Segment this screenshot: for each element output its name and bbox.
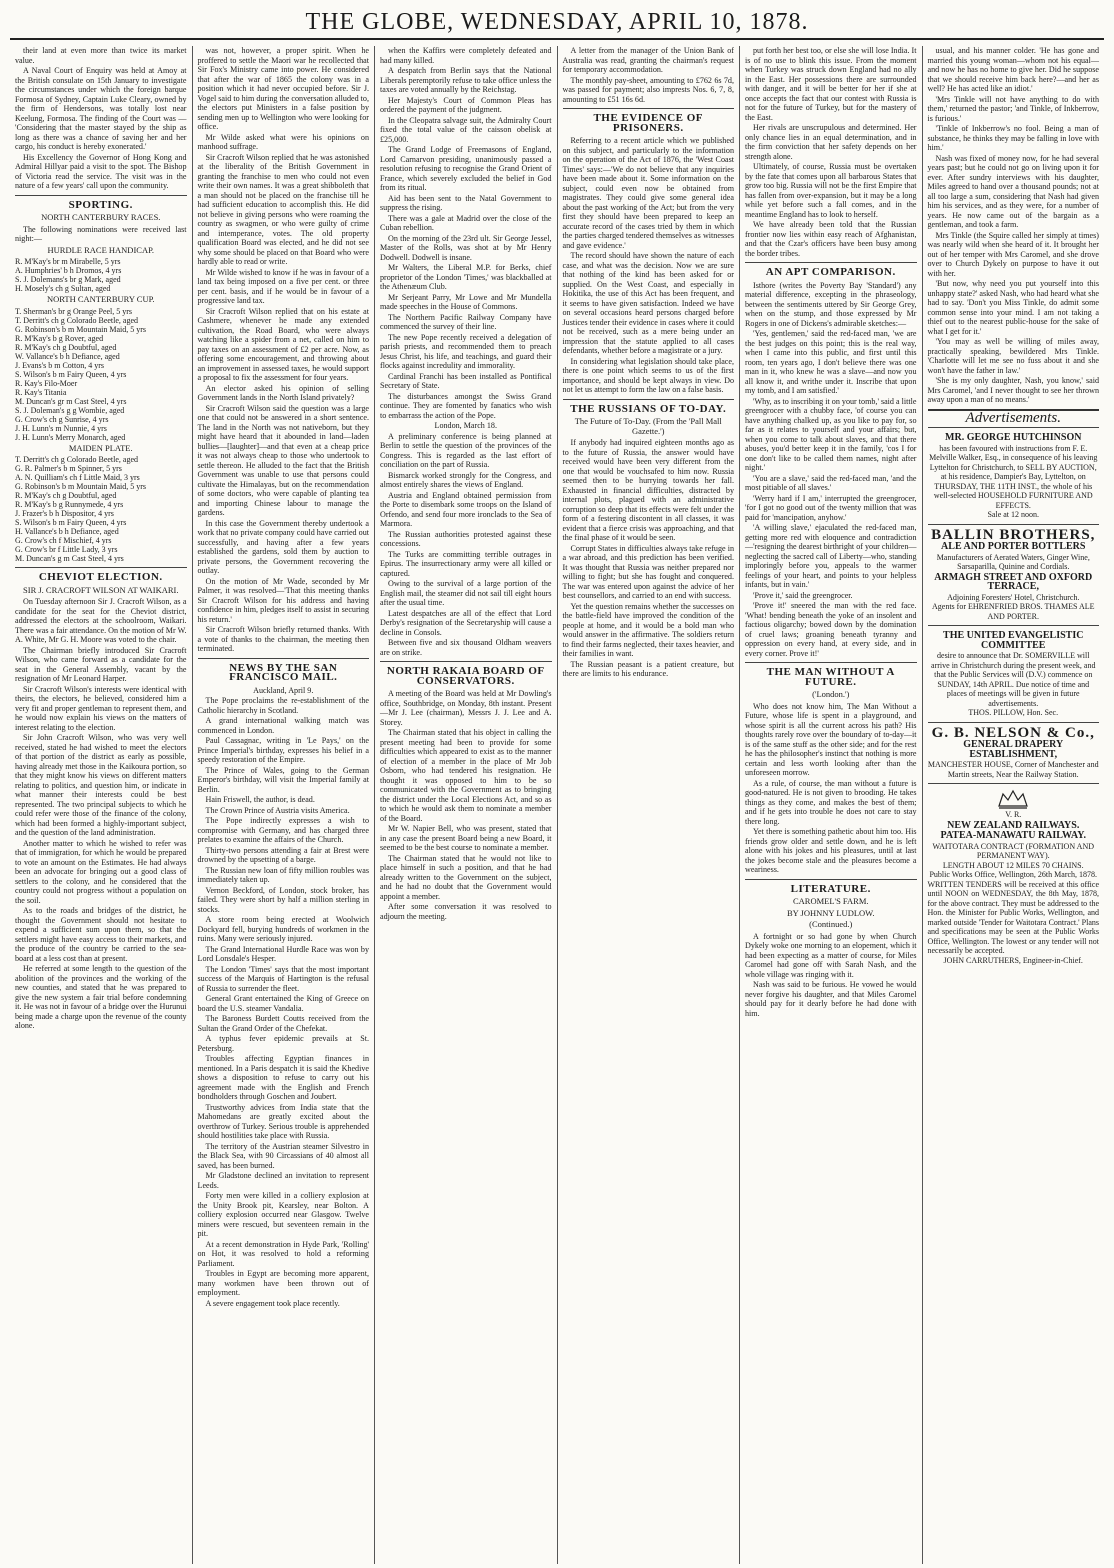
news-item: The Turks are committing terrible outrages in Epirus. The insurrectionary army were all killed or captured. [380,549,552,578]
article-paragraph: After some conversation it was resolved to adjourn the meeting. [380,902,552,921]
article-paragraph: Sir Cracroft Wilson replied that he was astonished at the liberality of the British Government in granting the franchise to men who could not even write their own names. It was a great shibboleth that a man should not be placed on the franchise till he had sufficient education to accomplish this. He did not believe in giving persons who were roaming the country as swagmen, or who were guilty of crime and intemperance, votes. The old property qualification Board was elected, and he did not see why some should be placed on that Board who were hardly able to read or write. [197,152,369,266]
article-paragraph: As to the roads and bridges of the district, he thought the Government should not hesitate to expend a sufficient sum upon them, so that the settlers might have easy access to their markets, and the produce of the country be carried to the sea-board at a less cost than at present. [15,906,187,963]
news-item: Mr Gladstone declined an invitation to represent Leeds. [197,1171,369,1190]
news-item: A preliminary conference is being planned at Berlin to settle the question of the provinces of the Congress. This is regarded as the last effort of conciliation on the part of Russia. [380,431,552,469]
list-item: M. Duncan's gr m Cast Steel, 4 yrs [15,396,127,406]
news-item: Trustworthy advices from India state that the Mahomedans are greatly excited about the overthrow of Turkey. Serious trouble is apprehended should hostilities take place with Russia. [197,1102,369,1140]
ad-nelson [928,722,1100,784]
news-item: A typhus fever epidemic prevails at St. Petersburg. [197,1034,369,1053]
article-paragraph: A letter from the manager of the Union Bank of Australia was read, granting the chairman's request for temporary accommodation. [562,46,734,74]
ad-contract: WAITOTARA CONTRACT (FORMATION AND PERMANENT WAY). [932,841,1094,860]
article-paragraph: He referred at some length to the question of the abolition of the provinces and the working of the new counties, and stated that he was prepared to give the new system a fair trial before condemning it. He was not in favour of a bridge over the Hurunui being made a charge upon the revenue of the county alone. [15,964,187,1030]
news-item: The Russian new loan of fifty million roubles was immediately taken up. [197,865,369,884]
ad-ballin-brothers [928,524,1100,626]
article-paragraph: 'Why, as to inscribing it on your tomb,' said a little greengrocer with a chubby face, 'of course you can have anything chalked up, as you like to pay for, so far as it relates to yourself and your affairs; but, when you come to talk about slaves, and that there abuses, you'd better keep it in the family, 'cos I for one don't like to be called them names, night after night.' [745,396,917,472]
divider [380,661,552,662]
column-5 [740,46,923,1564]
news-item: Hain Friswell, the author, is dead. [205,795,315,804]
divider [745,262,917,263]
article-paragraph: put forth her best too, or else she will lose India. It is of no use to blink this issue. From the moment when Turkey was struck down England had no ally in the East. Her possessions there are surrounded with danger, and it will be better for her if she at once accepts the fact that our contest with Russia is not for the future of Turkey, but for the mastery of the East. [745,46,917,122]
article-paragraph: Yet the question remains whether the successes on the battle-field have improved the condition of the people at home, and it would be a bold man who would answer in the affirmative. The soldiers return to find their farms neglected, their taxes heavier, and their families in want. [562,601,734,658]
news-item: Bismarck worked strongly for the Congress, and almost entirely shares the views of England. [380,470,552,489]
ad-title: NEW ZEALAND RAILWAYS. [947,819,1080,831]
article-paragraph: Another matter to which he wished to refer was that of immigration, for which he would be prepared to vote an amount on the Estimates. He had always been an advocate for bringing out a good class of settlers to the colony, and he considered that the country could not progress without a population on the soil. [15,838,187,905]
list-item: A. N. Quilliam's ch f Little Maid, 3 yrs [15,473,140,482]
list-item: R. M'Kay's ch g Doubtful, aged [15,342,117,352]
news-item: Forty men were killed in a colliery explosion at the Unity Brook pit, Kearsley, near Bolton. A colliery explosion occurred near Glasgow. Twelve miners were rescued, but seventeen remain in the pit. [197,1191,369,1238]
list-item: S. J. Dolemans's br g Mark, aged [15,275,121,284]
news-item: Troubles affecting Egyptian finances in mentioned. In a Paris despatch it is said the Khedive shows a disposition to refuse to carry out his agreement made with the English and French bondholders through Goschen and Joubert. [197,1054,369,1101]
article-paragraph: 'Yes, gentlemen,' said the red-faced man, 'we are the best judges on this point; this is the real way, when I came into this public, and first until this room, ten years ago, I don't believe there was one man in it, who knew he was a slave—and now you all know it, and writhe under it. Inscribe that upon my tomb, and I am satisfied.' [745,329,917,395]
article-paragraph: A Naval Court of Enquiry was held at Amoy at the British consulate on 15th January to investigate the circumstances under which the foreign barque Formosa of Sydney, Captain Luke Cleary, owned by the firm of Hendersons, was totally lost near Keelung, Formosa. The finding of the Court was — 'Considering that the master stayed by the ship as long as there was a chance of saving her and her cargo, his conduct is hereby exonerated.' [15,66,187,151]
article-paragraph: Mrs Tinkle (the Squire called her simply at times) was nearly wild when she heard of it. It brought her out of her temper with Mrs Caromel, and she drove over to Church Dykely on purpose to have it out with her. [927,230,1099,278]
dateline: London, March 18. [434,421,497,430]
article-paragraph: The Chairman stated that his object in calling the present meeting had been to provide for some difficulties which appeared to exist as to the manner of election of a member in the place of Mr Job Osborn, who had tendered his resignation. He thought it was opposed to him to be so communicated with the Government as to bringing the district under the Local Elections Act, and so as to which he would ask them to nominate a member of the Board. [380,728,552,823]
news-item: Mr Walters, the Liberal M.P. for Berks, chief proprietor of the London 'Times,' was blackballed at the Athenæum Club. [380,263,552,291]
article-paragraph: 'Tinkle of Inkberrow's no fool. Being a man of substance, he thinks they may be falling in love with him.' [927,124,1099,152]
article-paragraph: Referring to a recent article which we published on this subject, and particularly to the information on the operation of the Act of 1876, the 'West Coast Times' says:—'We do not believe that any inquiries have been made about it. Some information on the subject, could even now be obtained from magistrates. They could give some general idea about the past working of the Act; but from the very first they should have been prepared to keep an accurate record of the cases tried by them in which the parties charged tendered themselves as witnesses and gave evidence.' [562,136,734,250]
article-paragraph: We have already been told that the Russian frontier now lies within easy reach of Afghanistan, and that the Czar's officers have been busy among the border tribes. [745,220,917,258]
article-paragraph: If anybody had inquired eighteen months ago as to the future of Russia, the answer would have received would have been very different from the one that would be vouchsafed to him now. Russia seemed then to be hurrying towards her fall. Exhausted in financial difficulties, distracted by internal plots, plagued with an administrative corruption so deep that its effects were felt under the form of a festering discontent in all classes, it was evident that a fierce crisis was approaching, and that the final phase of it would be seen. [562,438,734,542]
news-item: Between five and six thousand Oldham weavers are on strike. [380,638,552,657]
article-paragraph: The record should have shown the nature of each case, and what was the decision. Now we are sure that nothing of the kind has been asked for or supplied. On the West Coast, and especially in Hokitika, the use of this Act has been frequent, and it seems to have given satisfaction. Indeed we have on several occasions heard persons charged before Justices tender their evidence in cases where it could not be received, such as a mere being under an impression that the statute applied to all cases defendants, whether before a magistrate or a jury. [562,251,734,355]
news-item: The Crown Prince of Austria visits America. [205,805,350,815]
divider [745,662,917,663]
article-paragraph: The monthly pay-sheet, amounting to £762 6s 7d, was passed for payment; also imprests Nos. 6, 7, 8, amounting to £51 16s 6d. [562,75,734,104]
story-author: BY JOHNNY LUDLOW. [786,907,875,918]
divider [563,399,735,400]
article-paragraph: Sir Cracroft Wilson said the question was a large one that could not be answered in a short sentence. The land in the North was not nativeborn, but they might have heard that it abounded in land—laden bullies—[laughter]—and that even at a cheap price it was not always cheap to those who undertook to settle thereon. He alluded to the fact that the British Government was unable to use that persons could cultivate the Himalayas, but on the recommendation of some doctors, who were capable of planting tea and importing Chinese labour to manage the gardens. [197,403,369,517]
ad-subtitle: GENERAL DRAPERY ESTABLISHMENT, [963,739,1064,760]
section-heading-rakaia: NORTH RAKAIA BOARD OF CONSERVATORS. [386,665,545,687]
ad-body: MANCHESTER HOUSE, Corner of Manchester and Martin streets, Near the Railway Station. [927,760,1099,779]
story-note: (Continued.) [809,919,853,929]
subheading-story-title: CAROMEL'S FARM. [792,896,869,906]
article-paragraph: In considering what legislation should take place, there is one point which seems to us of the first importance, and should be kept always in view. Do not let us attempt to form the law on a false basis. [562,356,734,394]
ad-title: BALLIN BROTHERS, [931,526,1096,543]
list-item: J. H. Lunn's m Nunnie, 4 yrs [15,423,107,433]
article-paragraph: His Excellency the Governor of Hong Kong and Admiral Hillyar paid a visit to the spot. The Bishop of Victoria read the service. The visit was in the nature of a few years' call upon the community. [15,152,187,190]
ad-body: desire to announce that Dr. SOMERVILLE will arrive in Christchurch during the present week, and that the Public Services will (D.V.) commence on SUNDAY, 14th APRIL. Due notice of time and places of meetings will be given in future advertisements. [931,651,1096,708]
article-paragraph: 'She is my only daughter, Nash, you know,' said Mrs Caromel, 'and I never thought to see her thrown away upon a man of no means.' [927,376,1099,404]
list-item: S. Wilson's b m Fairy Queen, 4 yrs [15,518,127,527]
ad-subtitle: ALE AND PORTER BOTTLERS [941,541,1086,552]
article-paragraph: was not, however, a proper spirit. When he proffered to settle the Maori war he recollected that Sir Fox's Ministry came into power. He considered that after the war of 1865 the colony was in a position which it had never occupied before. Sir J. Vogel said to him during the conversation alluded to, the electors put Ministers in a false position by sending men up to Wellington who were looking for office. [197,46,369,131]
article-paragraph: their land at even more than twice its market value. [15,46,187,65]
column-4 [558,46,741,1564]
article-paragraph: On the motion of Mr Wade, seconded by Mr Palmer, it was resolved—'That this meeting thanks Sir Cracroft Wilson for his address and having confidence in him, pledges itself to assist in securing his return.' [197,576,369,624]
article-paragraph: Nash was fixed of money now, for he had several years past; but he could not go on living upon it for ever. After sundry interviews with his daughter, Miles agreed to hand over a thousand pounds; not at all too large a sum, considering that Nash had given him his services, and as they were, for a number of years. He now came out of the bargain as a gentleman, and took a farm. [927,153,1099,229]
ad-title: G. B. NELSON & Co., [931,724,1095,741]
article-paragraph: An elector asked his opinion of selling Government lands in the North Island privately? [197,383,369,402]
article-paragraph: 'Prove it!' sneered the man with the red face. 'What! bending beneath the yoke of an insolent and factious oligarchy; bowed down by the domination of cruel laws; groaning beneath tyranny and oppression on every hand, at every side, and in every corner. Prove it!' [745,601,917,658]
news-item: Her Majesty's Court of Common Pleas has ordered the payment of the judgment. [380,95,552,114]
list-item: G. Crow's br f Little Lady, 3 yrs [15,545,118,554]
news-item: The new Pope recently received a delegation of parish priests, and recommended them to preach Jesus Christ, his life, and teachings, and guard their flocks against incredulity and immorality. [380,332,552,370]
list-item: R. M'Kay's b g Runnymede, 4 yrs [15,500,124,509]
news-item: The Russian authorities protested against these concessions. [380,529,552,548]
news-item: Austria and England obtained permission from the Porte to disembark some troops on the Island of Orfendo, and send four more ironclads to the Sea of Marmora. [380,490,552,528]
article-paragraph: 'Werry hard if I am,' interrupted the greengrocer, 'for I got no good out of the twenty million that was paid for 'mancipation, anyhow.' [745,493,917,522]
list-item: T. Sherman's br g Orange Peel, 5 yrs [15,306,133,316]
news-item: In the Cleopatra salvage suit, the Admiralty Court fixed the total value of the caisson obelisk at £25,000. [380,115,552,144]
article-paragraph: 'You are a slave,' said the red-faced man, 'and the most pitiable of all slaves.' [745,473,917,492]
article-paragraph: Yet there is something pathetic about him too. His friends grow older and settle down, and he is left alone with his jokes and his pleasures, until at last the jokes become stale and the pleasures become a weariness. [745,827,917,874]
article-paragraph: The Russian peasant is a patient creature, but there are limits to his endurance. [562,659,734,678]
article-paragraph: Mr Wilde wished to know if he was in favour of a land tax being imposed on a five per cent. or three per cent. basis, and if he would be in favour of a progressive land tax. [197,267,369,305]
article-paragraph: Mr Wilde asked what were his opinions on manhood suffrage. [197,132,369,151]
ad-body: WRITTEN TENDERS will be received at this office until NOON on WEDNESDAY, the 8th May, 1878, for the above contract. They must be addressed to the Hon. the Minister for Public Works, Wellington, and marked outside 'Tender for Waitotara Contract.' Plans and specifications may be seen at the Public Works Office, Wellington. The lowest or any tender will not necessarily be accepted. [927,879,1099,955]
column-2 [193,46,376,1564]
masthead [10,8,1104,40]
ad-title: MR. GEORGE HUTCHINSON [945,432,1082,443]
list-item: J. Evans's b m Cotton, 4 yrs [15,360,104,370]
column-6 [923,46,1105,1564]
article-paragraph: The Chairman stated that he would not like to place himself in such a position, and that he had already written to the Government on the subject, and he had no doubt that the Government would appoint a member. [380,853,552,901]
ad-title: THE UNITED EVANGELISTIC COMMITTEE [943,630,1084,651]
news-item: Owing to the survival of a large portion of the English mail, the steamer did not sail till eight hours after the usual time. [380,579,552,607]
news-item: On the morning of the 23rd ult. Sir George Jessel, Master of the Rolls, was shot at by Mr Henry Dodwell. Dodwell is insane. [380,233,552,262]
races-intro: The following nominations were received last night:— [15,224,187,243]
section-heading-sporting: SPORTING. [68,198,133,211]
article-paragraph: A fortnight or so had gone by when Church Dykely woke one morning to an elopement, which it had been expecting as a matter of course, for Miles Caromel had gone off with Sarah Nash, and the whole village was ringing with it. [745,931,917,979]
news-item: The London 'Times' says that the most important success of the Marquis of Hartington is the refusal of Russia to surrender the fleet. [197,964,369,993]
news-item: Vernon Beckford, of London, stock broker, has failed. They were short by half a million sterling in stocks. [197,885,369,914]
section-heading-prisoners: THE EVIDENCE OF PRISONERS. [593,112,704,134]
list-item: G. Robinson's b m Mountain Maid, 5 yrs [15,482,146,491]
news-item: when the Kaffirs were completely defeated and had many killed. [380,46,552,65]
article-paragraph: 'Prove it,' said the greengrocer. [753,590,853,600]
subheading-maiden: MAIDEN PLATE. [68,442,133,453]
article-paragraph: 'Mrs Tinkle will not have anything to do with them,' returned the pastor; 'and Tinkle, of Inkberrow, is furious.' [927,94,1099,123]
section-heading-news: NEWS BY THE SAN FRANCISCO MAIL. [229,661,338,683]
list-item: S. Wilson's b m Fairy Queen, 4 yrs [15,369,127,379]
news-item: There was a gale at Madrid over the close of the Cuban rebellion. [380,213,552,232]
list-item: G. R. Palmer's b m Spinner, 5 yrs [15,464,122,473]
subheading-election: SIR J. CRACROFT WILSON AT WAIKARI. [23,584,179,595]
list-item: R. M'Kay's b g Rover, aged [15,333,104,343]
news-item: Aid has been sent to the Natal Government to suppress the rising. [380,193,552,212]
list-item: H. Vallance's b h Defiance, aged [15,527,119,536]
ad-signature: JOHN CARRUTHERS, Engineer-in-Chief. [943,955,1083,965]
article-paragraph: Sir Cracroft Wilson's interests were identical with theirs, the electors, he believed, considered him a very fit and proper gentleman to represent them, and he would now explain his views on the matters of interest relating to the election. [15,684,187,732]
ad-address: ARMAGH STREET AND OXFORD TERRACE, [934,571,1093,592]
list-item: H. Mosely's ch g Sultan, aged [15,284,111,293]
section-heading-russians: THE RUSSIANS OF TO-DAY. [570,402,727,415]
dateline: Auckland, April 9. [253,685,314,695]
article-paragraph: Sir Cracroft Wilson briefly returned thanks. With a vote of thanks to the chairman, the meeting then terminated. [197,625,369,653]
list-item: G. Crow's ch g Sunrise, 4 yrs [15,414,109,424]
news-item: At a recent demonstration in Hyde Park, 'Rolling' on Hot, it was resolved to hold a reforming Parliament. [197,1239,369,1268]
divider [198,658,370,659]
news-item: General Grant entertained the King of Greece on board the U.S. steamer Vandalia. [197,994,369,1013]
news-item: A store room being erected at Woolwich Dockyard fell, burying hundreds of workmen in the ruins. Many were seriously injured. [197,915,369,943]
subheading-man: ('London.') [812,689,850,699]
news-item: A despatch from Berlin says that the National Liberals peremptorily refuse to take office unless the taxes are voted annually by the Reichstag. [380,66,552,94]
article-paragraph: In this case the Government thereby undertook a work that no private company could have carried out successfully, and having after a few years established the gardens, sold them by auction to private persons, the Government recovering the outlay. [197,518,369,575]
news-item: The disturbances amongst the Swiss Grand continue. They are fomented by fanatics who wish to embarrass the action of the Pope. [380,391,552,420]
article-paragraph: On Tuesday afternoon Sir J. Cracroft Wilson, as a candidate for the seat for the Cheviot district, addressed the electors at the schoolroom, Waikari. There was a fair attendance. On the motion of Mr W. A. White, Mr G. H. Moore was voted to the chair. [15,597,187,644]
news-item: The territory of the Austrian steamer Silvestro in the Black Sea, with 90 Circassians of 40 almost all saved, has been burned. [197,1141,369,1170]
news-item: The Northern Pacific Railway Company have commenced the survey of their line. [380,312,552,331]
article-paragraph: Ultimately, of course, Russia must be overtaken by the fate that comes upon all barbarous States that grow too big. Russia will not be the first Empire that has fallen from over-expansion, but it may be a long while yet before such a fall comes, and in the meantime England has to look to herself. [745,162,917,219]
column-3 [375,46,558,1564]
article-paragraph: As a rule, of course, the man without a future is good-natured. He is not given to brooding. He takes things as they come, and makes the best of them; and if he gets into trouble he does not care to stay there long. [745,778,917,826]
ad-footer: Sale at 12 noon. [987,510,1040,519]
list-item: M. Duncan's g m Cast Steel, 4 yrs [15,554,124,563]
section-heading-election: CHEVIOT ELECTION. [38,571,163,583]
article-paragraph: Sir Cracroft Wilson replied that on his estate at Cashmere, whenever he made any extended cultivation, the Road Board, who were always watching like a spider from a net, called on him to pay taxes on an assessment of £2 per acre. Now, as offering some encouragement, and throwing about an improvement in assessed taxes, he would support a proposal to fix the assessment for four years. [197,306,369,382]
section-heading-apt: AN APT COMPARISON. [765,266,896,278]
divider [745,879,917,880]
ad-body: has been favoured with instructions from F. E. Melville Walker, Esq., in consequence of his leaving Lyttelton for Christchurch, to SELL BY AUCTION, at his residence, Dampier's Bay, Lyttelton, on THURSDAY, THE 11TH INST., the whole of his well-selected HOUSEHOLD FURNITURE AND EFFECTS. [929,443,1098,510]
list-item: R. Kay's Filo-Moer [15,378,78,388]
list-item: R. M'Kay's br m Mirabelle, 5 yrs [15,257,121,266]
subheading-races: NORTH CANTERBURY RACES. [41,212,161,222]
news-item: Latest despatches are all of the effect that Lord Derby's resignation of the Secretaryship will cause a decline in Consols. [380,608,552,637]
news-item: A severe engagement took place recently. [205,1298,340,1308]
article-paragraph: The Chairman briefly introduced Sir Cracroft Wilson, who came forward as a candidate for the seat in the General Assembly, vacant by the resignation of Mr Leonard Harper. [15,645,187,683]
list-item: T. Derritt's ch g Colorado Beetle, aged [15,315,139,325]
maiden-entries [15,455,187,563]
list-item: W. Vallance's b h Defiance, aged [15,351,120,361]
article-paragraph: 'A willing slave,' ejaculated the red-faced man, getting more red with eloquence and contradiction—'resigning the dearest birthright of your children—neglecting the sacred call of Liberty—who, standing imploringly before you, appeals to the warmer feelings of your heart, and points to your helpless infants, but in vain.' [745,523,917,589]
news-item: Cardinal Franchi has been installed as Pontifical Secretary of State. [380,371,552,390]
news-item: The Pope proclaims the re-establishment of the Catholic hierarchy in Scotland. [197,696,369,715]
ad-address-2: Adjoining Foresters' Hotel, Christchurch. [947,592,1080,602]
ad-subtitle: PATEA-MANAWATU RAILWAY. [940,830,1087,841]
section-heading-literature: LITERATURE. [790,882,871,895]
news-item: Paul Cassagnac, writing in 'Le Pays,' on the Prince Imperial's birthday, expresses his belief in a speedy restoration of the Empire. [197,736,369,764]
ad-body: Manufacturers of Aerated Waters, Ginger Wine, Sarsaparilla, Quinine and Cordials. [936,552,1090,571]
list-item: S. J. Doleman's g g Wombie, aged [15,405,125,415]
list-item: G. Robinson's b m Mountain Maid, 5 yrs [15,324,146,334]
article-paragraph: Who does not know him, The Man Without a Future, whose life is spent in a playground, and whose spirit is all the current across his path? His thoughts rarely rove over the boundary of to-day—it is of the same stuff as the other side; and for the rest he has the philosopher's instinct that nothing is more certain and less worth looking after than the unforeseen morrow. [745,701,917,777]
list-item: R. Kay's Titania [15,387,67,397]
article-paragraph: 'You may as well be willing of miles away, practically speaking, bewildered Mrs Tinkle. 'Charlotte will let me see no fuss about it and she won't have the father in law.' [927,337,1099,375]
ad-length: LENGTH ABOUT 12 MILES 70 CHAINS. [942,860,1084,870]
hurdle-entries [15,257,187,293]
news-item: Thirty-two persons attending a fair at Brest were drowned by the upsetting of a barge. [197,845,369,864]
article-paragraph: usual, and his manner colder. 'He has gone and married this young woman—whom not his equal—and now he has no home to give her. Did he suppose that we should receive him back here?—and her as well? He has acted like an idiot.' [927,46,1099,93]
ad-crest-text: V. R. [1005,810,1022,819]
ad-agents: Agents for EHRENFRIED BROS. THAMES ALE AND PORTER. [931,602,1095,621]
news-item: The Grand Lodge of Freemasons of England, Lord Carnarvon presiding, unanimously passed a resolution refusing to recognise the Grand Orient of France, which severely excluded the belief in God from its ritual. [380,145,552,192]
cup-entries [15,307,187,442]
list-item: R. M'Kay's ch g Doubtful, aged [15,491,117,500]
royal-crest-icon [993,788,1033,810]
subheading-hurdle: HURDLE RACE HANDICAP. [47,244,154,255]
list-item: T. Derritt's ch g Colorado Beetle, aged [15,455,139,464]
ad-office: Public Works Office, Wellington, 26th March, 1878. [929,870,1098,879]
list-item: A. Humphries' b h Dromos, 4 yrs [15,266,122,275]
section-heading-advertisements: Advertisements. [928,409,1100,424]
masthead-title: THE GLOBE, WEDNESDAY, APRIL 10, 1878. [305,9,809,35]
article-paragraph: Her rivals are unscrupulous and determined. Her only chance lies in an equal determination, and in the firm conviction that her safety depends on her strength alone. [745,123,917,161]
news-item: The Grand International Hurdle Race was won by Lord Lonsdale's Hesper. [197,944,369,963]
article-paragraph: A meeting of the Board was held at Mr Dowling's office, Southbridge, on Monday, 8th instant. Present—Mr J. Lee (chairman), Messrs J. J. Lee and A. Storey. [380,689,552,727]
divider [15,195,187,196]
article-paragraph: Corrupt States in difficulties always take refuge in a war abroad, and this prediction has been verified. It was thought that Russia was neither prepared nor willing to fight; but she has fought and conquered. The war was entered upon against the advice of her best counsellors, and carried to an end with success. [562,543,734,600]
news-item: The Prince of Wales, going to the German Emperor's birthday, will visit the Imperial family at Berlin. [197,765,369,794]
ad-railways [928,783,1100,969]
news-item: The Pope indirectly expresses a wish to compromise with Germany, and has charged three prelates to examine the affairs of the Church. [197,816,369,844]
subheading-russians: The Future of To-Day. (From the 'Pall Mall Gazette.') [574,416,722,436]
list-item: G. Crow's ch f Mischief, 4 yrs [15,536,112,545]
article-paragraph: 'But now, why need you put yourself into this unhappy state?' asked Nash, who had heard what she had to say. 'Don't you Miss Tinkle, do admit some common sense into your mind. I am not taking a thief out to the nearest public-house for the sake of what I get for it.' [927,279,1099,336]
list-item: J. H. Lunn's Merry Monarch, aged [15,432,126,442]
list-item: J. Frazer's b h Dispositor, 4 yrs [15,509,114,518]
article-paragraph: Isthore (writes the Poverty Bay 'Standard') any material difference, excepting in the phraseology, between the sentiments uttered by Sir George Grey, when on the stump, and those expressed by Mr Rogers in one of Dickens's admirable sketches:— [745,280,917,328]
subheading-cup: NORTH CANTERBURY CUP. [46,294,155,304]
article-paragraph: Mr W. Napier Bell, who was present, stated that in any case the present Board being a new Board, it seemed to be the best course to nominate a member. [380,824,552,852]
column-1 [10,46,193,1564]
news-item: Mr Serjeant Parry, Mr Lowe and Mr Mundella made speeches in the House of Commons. [380,292,552,311]
article-paragraph: Sir John Cracroft Wilson, who was very well received, stated he had wished to meet the electors of that portion of the district as early as possible, having already met those in the Kaikoura portion, so that they might know his views on different matters relating to politics, and question him, or indicate in what manner their interests could be best represented. The two principal subjects to which he could refer were those of the finance of the colony, which had been formed a highly-important subject, and the question of the land administration. [15,733,187,837]
divider [563,108,735,109]
ad-footer: THOS. PILLOW, Hon. Sec. [968,708,1059,717]
news-item: The Baroness Burdett Coutts received from the Sultan the Grand Order of the Chefekat. [197,1014,369,1033]
article-paragraph: Nash was said to be furious. He vowed he would never forgive his daughter, and that Miles Caromel should pay for it dearly before he had done with him. [745,980,917,1018]
divider [15,567,187,568]
news-item: A grand international walking match was commenced in London. [197,716,369,735]
ad-auction [928,427,1100,524]
section-heading-man: THE MAN WITHOUT A FUTURE. [766,666,895,688]
ad-evangelistic [928,625,1100,722]
news-item: Troubles in Egypt are becoming more apparent, many workmen have been thrown out of employment. [197,1269,369,1297]
